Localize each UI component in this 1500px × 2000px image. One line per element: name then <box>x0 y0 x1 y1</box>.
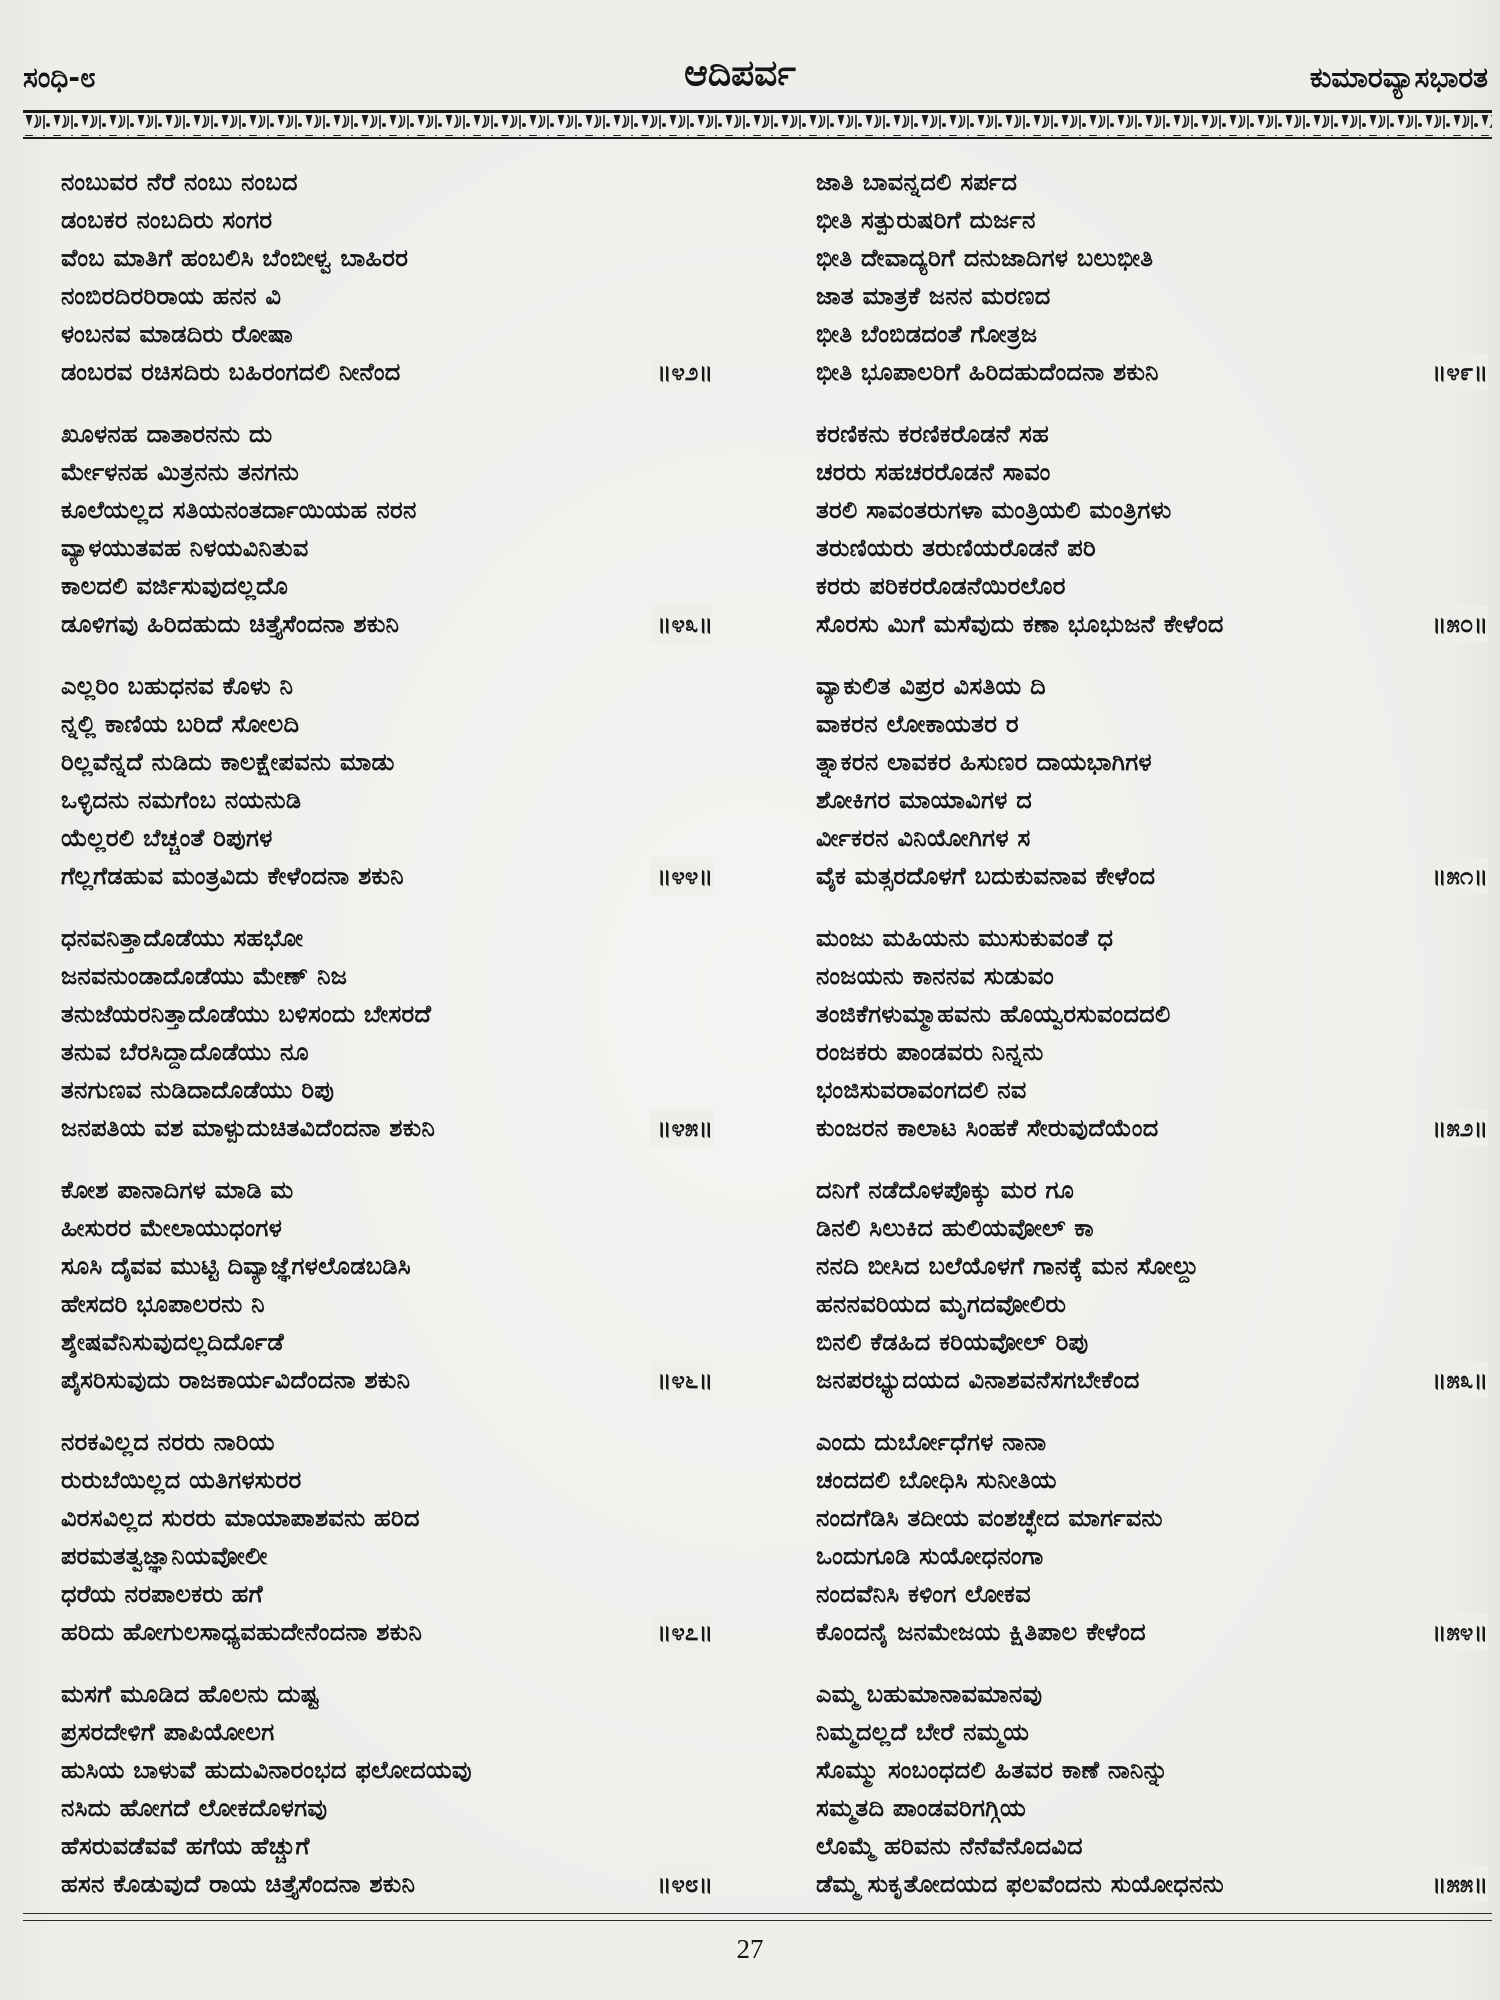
verse-line: ಹೀಸುರರ ಮೇಲಾಯುಧಂಗಳ <box>61 1214 283 1242</box>
verse-line: ಪ್ರಸರದೇಳಿಗೆ ಪಾಪಿಯೋಲಗ <box>61 1718 275 1746</box>
verse-line: ನಂಜಯನು ಕಾನನವ ಸುಡುವಂ <box>816 962 1055 990</box>
stanza <box>816 1423 1488 1675</box>
verse-line: ಡಂಬಕರ ನಂಬದಿರು ಸಂಗರ <box>61 206 273 234</box>
verse-line: ತನುವ ಬೆರಸಿದ್ದಾದೊಡೆಯು ನೂ <box>61 1038 309 1066</box>
verse-line: ಡಿನಲಿ ಸಿಲುಕಿದ ಹುಲಿಯವೋಲ್ ಕಾ <box>816 1214 1094 1242</box>
verse-line: ಭೀತಿ ಸತ್ಪುರುಷರಿಗೆ ದುರ್ಜನ <box>816 206 1036 234</box>
parva-title: ಆದಿಪರ್ವ <box>684 53 796 94</box>
verse-line: ಒಳ್ಳಿದನು ನಮಗೆಂಬ ನಯನುಡಿ <box>61 786 302 814</box>
verse-line: ತನಗುಣವ ನುಡಿದಾದೊಡೆಯು ರಿಪು <box>61 1076 335 1104</box>
stanza <box>816 415 1488 667</box>
verse-line: ರಂಜಕರು ಪಾಂಡವರು ನಿನ್ನನು <box>816 1038 1044 1066</box>
verse-line: ತರಲಿ ಸಾವಂತರುಗಳಾ ಮಂತ್ರಿಯಲಿ ಮಂತ್ರಿಗಳು <box>816 496 1172 524</box>
stanza <box>61 919 713 1171</box>
verse-line: ವ್ಯಾಳಯುತವಹ ನಿಳಯವಿನಿತುವ <box>61 534 309 562</box>
verse-line: ಹಸನ ಕೊಡುವುದೆ ರಾಯ ಚಿತ್ತೈಸೆಂದನಾ ಶಕುನಿ <box>61 1870 416 1898</box>
verse-number: ॥೫೦॥ <box>1426 605 1488 643</box>
verse-line: ಕರಣಿಕನು ಕರಣಿಕರೊಡನೆ ಸಹ <box>816 420 1049 448</box>
verse-line: ನಂದಗೆಡಿಸಿ ತದೀಯ ವಂಶಚ್ಛೇದ ಮಾರ್ಗವನು <box>816 1504 1163 1532</box>
verse-line: ಕೋಶ ಪಾನಾದಿಗಳ ಮಾಡಿ ಮ <box>61 1176 294 1204</box>
verse-line: ಪೈಸರಿಸುವುದು ರಾಜಕಾರ್ಯವಿದೆಂದನಾ ಶಕುನಿ <box>61 1366 411 1394</box>
stanza <box>61 1675 713 1927</box>
verse-number: ॥೪೪॥ <box>651 857 713 895</box>
verse-line: ಜನಪರಭ್ಯುದಯದ ವಿನಾಶವನೆಸಗಬೇಕೆಂದ <box>816 1366 1140 1394</box>
verse-number: ॥೪೨॥ <box>651 353 713 391</box>
verse-line: ನ್ನಲ್ಲಿ ಕಾಣಿಯ ಬರಿದೆ ಸೋಲದಿ <box>61 710 300 738</box>
verse-line: ನಂಬಿರದಿರರಿರಾಯ ಹನನ ವಿ <box>61 282 282 310</box>
stanza <box>816 1171 1488 1423</box>
verse-line: ತರುಣಿಯರು ತರುಣಿಯರೊಡನೆ ಪರಿ <box>816 534 1096 562</box>
verse-line: ಹನನವರಿಯದ ಮೃಗದವೋಲಿರು <box>816 1290 1067 1318</box>
verse-line: ಕೂಲೆಯಲ್ಲದ ಸತಿಯನಂತರ್ದಾಯಿಯಹ ನರನ <box>61 496 417 524</box>
verse-number: ॥೫೫॥ <box>1426 1865 1488 1903</box>
verse-line: ವಿರಸವಿಲ್ಲದ ಸುರರು ಮಾಯಾಪಾಶವನು ಹರಿದ <box>61 1504 420 1532</box>
stanza <box>61 1171 713 1423</box>
verse-number: ॥೫೩॥ <box>1426 1361 1488 1399</box>
verse-line: ಸಮ್ಮತದಿ ಪಾಂಡವರಿಗಗ್ಗಿಯ <box>816 1794 1027 1822</box>
verse-line: ವೈಕ ಮತ್ಸರದೊಳಗೆ ಬದುಕುವನಾವ ಕೇಳೆಂದ <box>816 862 1156 890</box>
verse-line: ಹೇಸದರಿ ಭೂಪಾಲರನು ನಿ <box>61 1290 265 1318</box>
verse-line: ಎಲ್ಲರಿಂ ಬಹುಧನವ ಕೊಳು ನಿ <box>61 672 294 700</box>
verse-line: ದನಿಗೆ ನಡೆದೊಳಪೊಕ್ಕು ಮರ ಗೂ <box>816 1176 1075 1204</box>
verse-line: ಜಾತಿ ಬಾವನ್ನದಲಿ ಸರ್ಪದ <box>816 168 1018 196</box>
verse-line: ಶೋಕಿಗರ ಮಾಯಾವಿಗಳ ದ <box>816 786 1033 814</box>
stanza <box>816 163 1488 415</box>
verse-line: ಕಾಲದಲಿ ವರ್ಜಿಸುವುದಲ್ಲದೊ <box>61 572 289 600</box>
verse-number: ॥೪೯॥ <box>1426 353 1488 391</box>
verse-line: ಧನವನಿತ್ತಾದೊಡೆಯು ಸಹಭೋ <box>61 924 304 952</box>
book-title: ಕುಮಾರವ್ಯಾಸಭಾರತ <box>1309 61 1488 94</box>
verse-line: ಎಂದು ದುರ್ಬೋಧೆಗಳ ನಾನಾ <box>816 1428 1047 1456</box>
verse-line: ವಾಕರನ ಲೋಕಾಯತರ ರ <box>816 710 1019 738</box>
verse-number: ॥೫೨॥ <box>1426 1109 1488 1147</box>
right-column <box>816 163 1488 1927</box>
verse-line: ರಿಲ್ಲವೆನ್ನದೆ ನುಡಿದು ಕಾಲಕ್ಷೇಪವನು ಮಾಡು <box>61 748 395 776</box>
verse-line: ಹುಸಿಯ ಬಾಳುವೆ ಹುದುವಿನಾರಂಭದ ಫಲೋದಯವು <box>61 1756 472 1784</box>
verse-line: ಪರಮತತ್ವಜ್ಞಾನಿಯವೋಲೀ <box>61 1542 268 1570</box>
page-number: 27 <box>736 1934 764 1964</box>
verse-line: ಭಂಜಿಸುವರಾವಂಗದಲಿ ನವ <box>816 1076 1027 1104</box>
footer-rule <box>23 1920 1492 1921</box>
verse-line: ಧರೆಯ ನರಪಾಲಕರು ಹಗೆ <box>61 1580 263 1608</box>
verse-line: ಶ್ಶೇಷವೆನಿಸುವುದಲ್ಲದಿರ್ದೊಡೆ <box>61 1328 284 1356</box>
verse-line: ಳಂಬನವ ಮಾಡದಿರು ರೋಷಾ <box>61 320 294 348</box>
verse-line: ವ್ಯಾಕುಲಿತ ವಿಪ್ರರ ವಿಸತಿಯ ದಿ <box>816 672 1046 700</box>
verse-line: ಸೂಸಿ ದೈವವ ಮುಟ್ಟಿ ದಿವ್ಯಾಜ್ಞೆಗಳಲೊಡಬಡಿಸಿ <box>61 1252 411 1280</box>
verse-line: ನನದಿ ಬೀಸಿದ ಬಲೆಯೊಳಗೆ ಗಾನಕ್ಕೆ ಮನ ಸೋಲ್ದು <box>816 1252 1199 1280</box>
verse-line: ಎಮ್ಮ ಬಹುಮಾನಾವಮಾನವು <box>816 1680 1043 1708</box>
stanza <box>61 667 713 919</box>
verse-line: ತಂಜಿಕೆಗಳುಮ್ಮಾಹವನು ಹೊಯ್ವರಸುವಂದದಲಿ <box>816 1000 1171 1028</box>
verse-line: ನಂದವೆನಿಸಿ ಕಳಿಂಗ ಲೋಕವ <box>816 1580 1031 1608</box>
verse-line: ಒಂದುಗೂಡಿ ಸುಯೋಧನಂಗಾ <box>816 1542 1044 1570</box>
verse-number: ॥೫೪॥ <box>1426 1613 1488 1651</box>
verse-line: ಹರಿದು ಹೋಗುಲಸಾಧ್ಯವಹುದೇನೆಂದನಾ ಶಕುನಿ <box>61 1618 423 1646</box>
verse-line: ಸೊಮ್ಮು ಸಂಬಂಧದಲಿ ಹಿತವರ ಕಾಣೆ ನಾನಿನ್ನು <box>816 1756 1169 1784</box>
stanza <box>816 667 1488 919</box>
left-column <box>61 163 713 1927</box>
verse-line: ಮಂಜು ಮಹಿಯನು ಮುಸುಕುವಂತೆ ಧ <box>816 924 1114 952</box>
verse-line: ಬಿನಲಿ ಕೆಡಹಿದ ಕರಿಯವೋಲ್ ರಿಪು <box>816 1328 1089 1356</box>
verse-line: ಭೀತಿ ದೇವಾದ್ಯರಿಗೆ ದನುಜಾದಿಗಳ ಬಲುಭೀತಿ <box>816 244 1154 272</box>
verse-number: ॥೪೮॥ <box>651 1865 713 1903</box>
verse-line: ಭೀತಿ ಬೆಂಬಿಡದಂತೆ ಗೋತ್ರಜ <box>816 320 1038 348</box>
stanza <box>816 919 1488 1171</box>
verse-number: ॥೫೧॥ <box>1426 857 1488 895</box>
stanza <box>61 163 713 415</box>
stanza <box>816 1675 1488 1927</box>
decorative-border <box>23 110 1492 140</box>
chapter-label: ಸಂಧಿ-೮ <box>23 61 96 94</box>
verse-line: ಹೆಸರುವಡೆವವೆ ಹಗೆಯ ಹೆಚ್ಚುಗೆ <box>61 1832 310 1860</box>
verse-line: ಮಸಗೆ ಮೂಡಿದ ಹೊಲನು ದುಷ್ಟ <box>61 1680 320 1708</box>
verse-number: ॥೪೩॥ <box>651 605 713 643</box>
verse-line: ಗೆಲ್ಲಗೆಡಹುವ ಮಂತ್ರವಿದು ಕೇಳೆಂದನಾ ಶಕುನಿ <box>61 862 404 890</box>
stanza <box>61 415 713 667</box>
verse-line: ಭೀತಿ ಭೂಪಾಲರಿಗೆ ಹಿರಿದಹುದೆಂದನಾ ಶಕುನಿ <box>816 358 1159 386</box>
verse-line: ಕರರು ಪರಿಕರರೊಡನೆಯಿರಲೊರ <box>816 572 1066 600</box>
verse-line: ನಂಬುವರ ನೆರೆ ನಂಬು ನಂಬದ <box>61 168 298 196</box>
verse-line: ಜಾತ ಮಾತ್ರಕೆ ಜನನ ಮರಣದ <box>816 282 1051 310</box>
verse-line: ರ್ಮೇಳನಹ ಮಿತ್ರನನು ತನಗನು <box>61 458 300 486</box>
verse-line: ಡಂಬರವ ರಚಿಸದಿರು ಬಹಿರಂಗದಲಿ ನೀನೆಂದ <box>61 358 401 386</box>
verse-line: ಕೊಂದನೈ ಜನಮೇಜಯ ಕ್ಷಿತಿಪಾಲ ಕೇಳೆಂದ <box>816 1618 1146 1646</box>
verse-line: ಚರರು ಸಹಚರರೊಡನೆ ಸಾವಂ <box>816 458 1051 486</box>
verse-line: ವೆಂಬ ಮಾತಿಗೆ ಹಂಬಲಿಸಿ ಬೆಂಬೀಳ್ವ ಬಾಹಿರರ <box>61 244 409 272</box>
verse-line: ಜನವನುಂಡಾದೊಡೆಯು ಮೇಣ್ ನಿಜ <box>61 962 348 990</box>
verse-line: ಲೊಮ್ಮೆ ಹರಿವನು ನೆನೆವೆನೊದವಿದ <box>816 1832 1083 1860</box>
verse-line: ಡೂಳಿಗವು ಹಿರಿದಹುದು ಚಿತ್ತೈಸೆಂದನಾ ಶಕುನಿ <box>61 610 400 638</box>
verse-line: ಜನಪತಿಯ ವಶ ಮಾಳ್ಪುದುಚಿತವಿದೆಂದನಾ ಶಕುನಿ <box>61 1114 436 1142</box>
verse-line: ಚಂದದಲಿ ಬೋಧಿಸಿ ಸುನೀತಿಯ <box>816 1466 1057 1494</box>
verse-line: ಡೆಮ್ಮ ಸುಕೃತೋದಯದ ಫಲವೆಂದನು ಸುಯೋಧನನು <box>816 1870 1224 1898</box>
verse-line: ಕುಂಜರನ ಕಾಲಾಟ ಸಿಂಹಕೆ ಸೇರುವುದೆಯೆಂದ <box>816 1114 1159 1142</box>
verse-line: ನಿಮ್ಮದಲ್ಲದೆ ಬೇರೆ ನಮ್ಮಯ <box>816 1718 1030 1746</box>
footer-rule <box>23 1913 1492 1914</box>
verse-line: ನರಕವಿಲ್ಲದ ನರರು ನಾರಿಯ <box>61 1428 275 1456</box>
verse-number: ॥೪೫॥ <box>651 1109 713 1147</box>
verse-line: ತ್ನಾಕರನ ಲಾವಕರ ಹಿಸುಣರ ದಾಯಭಾಗಿಗಳ <box>816 748 1152 776</box>
verse-line: ಸೊರಸು ಮಿಗೆ ಮಸೆವುದು ಕಣಾ ಭೂಭುಜನೆ ಕೇಳೆಂದ <box>816 610 1224 638</box>
verse-number: ॥೪೭॥ <box>651 1613 713 1651</box>
verse-line: ತನುಜೆಯರನಿತ್ತಾದೊಡೆಯು ಬಳಿಸಂದು ಬೇಸರದೆ <box>61 1000 432 1028</box>
verse-line: ಯೆಲ್ಲರಲಿ ಬೆಚ್ಚಂತೆ ರಿಪುಗಳ <box>61 824 273 852</box>
stanza <box>61 1423 713 1675</box>
verse-line: ರುರುಬೆಯಿಲ್ಲದ ಯತಿಗಳಸುರರ <box>61 1466 302 1494</box>
verse-line: ರ್ವೀಕರನ ವಿನಿಯೋಗಿಗಳ ಸ <box>816 824 1031 852</box>
verse-line: ನಸಿದು ಹೋಗದೆ ಲೋಕದೊಳಗವು <box>61 1794 328 1822</box>
verse-number: ॥೪೬॥ <box>651 1361 713 1399</box>
verse-line: ಖೂಳನಹ ದಾತಾರನನು ದು <box>61 420 273 448</box>
